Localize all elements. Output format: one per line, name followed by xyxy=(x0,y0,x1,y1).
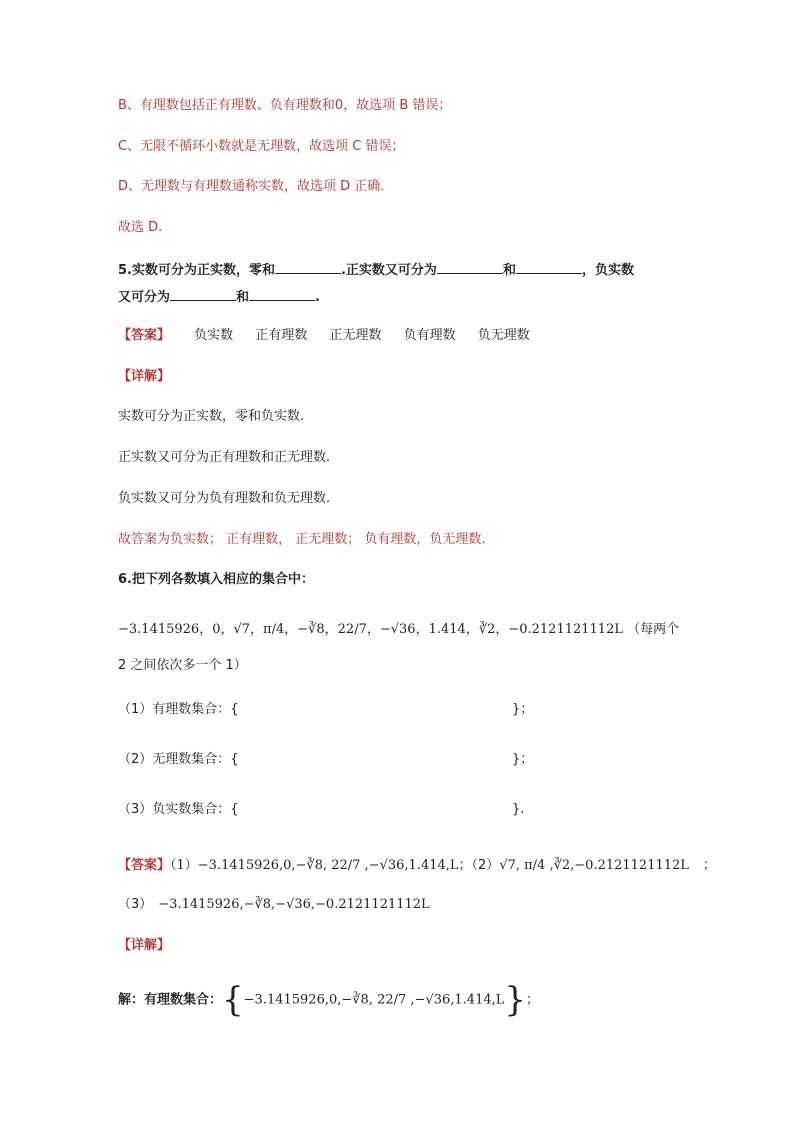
q5-detail-4: 故答案为负实数； 正有理数， 正无理数； 负有理数，负无理数． xyxy=(118,532,495,547)
q6-solution: 解：有理数集合：{−3.1415926,0,−∛8, 22/7 ,−√36,1.414,L}； xyxy=(118,980,540,1020)
right-brace-icon: } xyxy=(504,980,527,1020)
set-irrational-end: }； xyxy=(512,752,534,767)
set-rational-label: （1）有理数集合：{ xyxy=(118,702,239,717)
option-d-explanation: D、无理数与有理数通称实数，故选项 D 正确． xyxy=(118,179,394,194)
q6-detail-label: 【详解】 xyxy=(118,938,171,953)
q6-answer-line1: 【答案】（1）−3.1415926,0,−∛8, 22/7 ,−√36,1.414,L；（2）√7, π/4 ,∛2,−0.2121121112L ； xyxy=(118,858,716,873)
answer-item: 负有理数 xyxy=(403,328,456,343)
answer-item: 负实数 xyxy=(194,328,234,343)
q6-numbers: −3.1415926，0，√7，π/4，−∛8，22/7，−√36，1.414，∛2，−0.2121121112L （每两个 xyxy=(118,622,680,637)
q5-stem-line1: 5.实数可分为正实数，零和 .正实数又可分为 和 ，负实数 xyxy=(118,259,634,281)
answer-item: 正有理数 xyxy=(255,328,308,343)
blank-4 xyxy=(170,286,236,301)
option-c-explanation: C、无限不循环小数就是无理数，故选项 C 错误； xyxy=(118,139,405,154)
answer-item: 正无理数 xyxy=(329,328,382,343)
set-irrational-label: （2）无理数集合：{ xyxy=(118,752,239,767)
q6-numbers-cont: 2 之间依次多一个 1） xyxy=(118,658,247,673)
blank-5 xyxy=(249,286,315,301)
answer-item: 负无理数 xyxy=(477,328,530,343)
q5-answer xyxy=(118,326,548,346)
blank-1 xyxy=(275,259,341,274)
blank-3 xyxy=(516,259,582,274)
set-negative-label: （3）负实数集合：{ xyxy=(118,802,239,817)
q6-answer-line2: （3） −3.1415926,−∛8,−√36,−0.2121121112L xyxy=(118,897,430,912)
q5-detail-1: 实数可分为正实数，零和负实数. xyxy=(118,409,305,424)
set-negative-end: }. xyxy=(512,802,525,817)
choice-conclusion: 故选 D. xyxy=(118,220,163,235)
left-brace-icon: { xyxy=(222,980,244,1020)
set-rational-end: }； xyxy=(512,702,534,717)
option-b-explanation: B、有理数包括正有理数、负有理数和0，故选项 B 错误； xyxy=(118,98,452,113)
answer-label: 【答案】 xyxy=(118,328,171,343)
answer-label: 【答案】 xyxy=(118,858,171,873)
q5-detail-2: 正实数又可分为正有理数和正无理数． xyxy=(118,450,340,465)
q5-stem-line2: 又可分为 和 . xyxy=(118,286,320,308)
q5-detail-label: 【详解】 xyxy=(118,369,171,384)
q5-detail-3: 负实数又可分为负有理数和负无理数. xyxy=(118,491,331,506)
q6-stem: 6.把下列各数填入相应的集合中： xyxy=(118,572,314,587)
blank-2 xyxy=(437,259,503,274)
